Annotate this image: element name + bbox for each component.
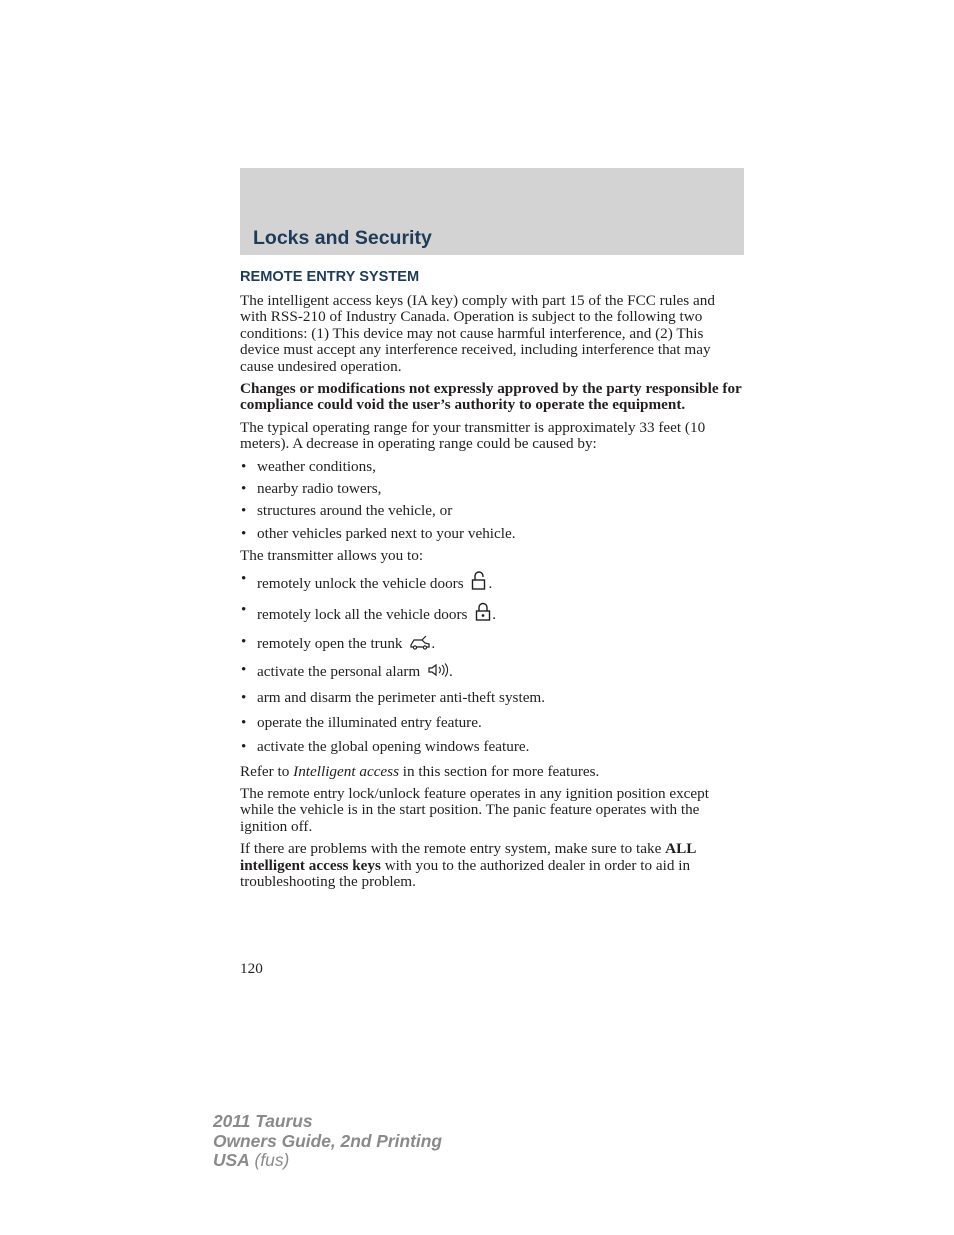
- feature-text: remotely unlock the vehicle doors: [257, 574, 464, 592]
- allows-paragraph: The transmitter allows you to:: [240, 547, 424, 565]
- feature-suffix: .: [448, 662, 453, 680]
- list-item: • other vehicles parked next to your vehicle.: [240, 526, 744, 542]
- footer-line: Owners Guide, 2nd Printing: [213, 1130, 442, 1151]
- document-footer: [213, 1112, 442, 1171]
- problems-suffix: with you to the authorized dealer in order to aid in troubleshooting the problem.: [240, 856, 691, 890]
- refer-link-text: Intelligent access: [293, 762, 399, 780]
- page-title: Locks and Security: [253, 227, 432, 249]
- feature-text: remotely open the trunk: [257, 634, 403, 652]
- section-heading: REMOTE ENTRY SYSTEM: [240, 269, 420, 285]
- intro-paragraph: The intelligent access keys (IA key) comply with part 15 of the FCC rules and with RSS-210 of Industry Canada. Operation is subject to the following two conditions: (1) This device may not cause harmful interference, and (2) This device must accept any interference received, including interference that may cause undesired operation.: [240, 292, 715, 375]
- range-paragraph: The typical operating range for your transmitter is approximately 33 feet (10 meters). A decrease in operating range could be caused by:: [240, 418, 706, 453]
- list-item: • arm and disarm the perimeter anti-theft system.: [240, 690, 744, 706]
- footer-region: USA: [213, 1150, 250, 1170]
- list-item: • nearby radio towers,: [240, 481, 744, 497]
- problems-bold: ALL intelligent access keys: [240, 840, 696, 874]
- problems-prefix: If there are problems with the remote entry system, make sure to take: [240, 840, 666, 858]
- list-item: [240, 662, 744, 682]
- problems-paragraph: [240, 841, 744, 890]
- footer-line: [213, 1151, 442, 1171]
- feature-suffix: .: [492, 606, 497, 624]
- ignition-paragraph: The remote entry lock/unlock feature operates in any ignition position except while the vehicle is in the start position. The panic feature operates with the ignition off.: [240, 784, 709, 835]
- warning-paragraph: Changes or modifications not expressly approved by the party responsible for compliance could void the user’s authority to operate the equipment.: [240, 380, 742, 414]
- lock-icon: [474, 602, 492, 625]
- range-causes-list: [240, 459, 744, 543]
- list-item: • weather conditions,: [240, 459, 744, 475]
- page-content: [240, 268, 744, 896]
- list-item: [240, 571, 744, 594]
- feature-suffix: .: [488, 574, 493, 592]
- alarm-icon: [427, 662, 449, 682]
- list-item: • activate the global opening windows feature.: [240, 739, 744, 755]
- page-number: 120: [240, 960, 263, 977]
- footer-line: 2011 Taurus: [213, 1111, 313, 1131]
- list-item: [240, 634, 744, 654]
- features-list: [240, 571, 744, 756]
- feature-suffix: .: [431, 634, 436, 652]
- footer-code: (fus): [249, 1150, 290, 1170]
- refer-paragraph: [240, 764, 744, 780]
- list-item: • operate the illuminated entry feature.: [240, 715, 744, 731]
- feature-text: activate the personal alarm: [257, 662, 421, 680]
- trunk-icon: [409, 634, 431, 654]
- list-item: • structures around the vehicle, or: [240, 503, 744, 519]
- refer-suffix: in this section for more features.: [399, 762, 600, 780]
- unlock-icon: [470, 571, 488, 594]
- section-header-band: [240, 168, 744, 255]
- list-item: [240, 602, 744, 625]
- refer-prefix: Refer to: [240, 762, 294, 780]
- feature-text: remotely lock all the vehicle doors: [257, 606, 468, 624]
